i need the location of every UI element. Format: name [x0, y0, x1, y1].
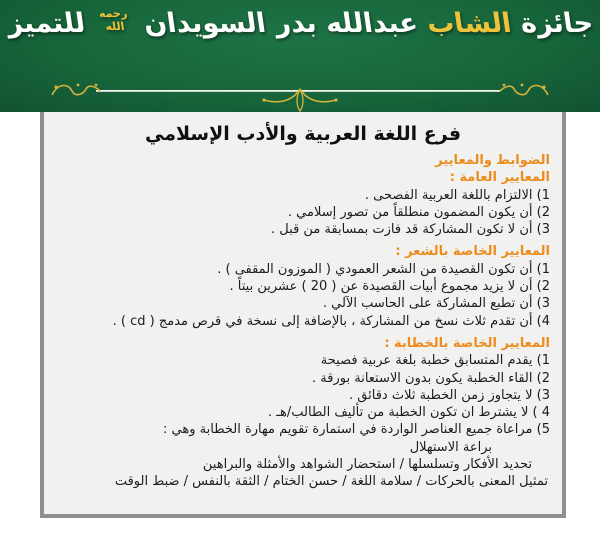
criteria-item: 2) أن لا يزيد مجموع أبيات القصيدة عن ( 20 ) عشرين بيتاً . — [229, 279, 550, 295]
award-title-part-1: جائزة — [518, 8, 596, 39]
criteria-document — [40, 112, 566, 518]
section-heading-general: المعايير العامة : — [449, 170, 550, 186]
criteria-item: 1) الالتزام باللغة العربية الفصحى . — [364, 187, 550, 203]
section-heading-oratory: المعايير الخاصة بالخطابة : — [384, 335, 550, 351]
vine-flourish-left-icon — [50, 79, 102, 105]
intro-heading: الضوابط والمعايير — [435, 153, 550, 168]
criteria-item: 3) لا يتجاوز زمن الخطبة ثلاث دقائق . — [349, 387, 550, 403]
vine-flourish-right-icon — [498, 79, 550, 105]
branch-title: فرع اللغة العربية والأدب الإسلامي — [144, 123, 462, 145]
evaluation-element-line: تحديد الأفكار وتسلسلها / استحضار الشواهد والأمثلة والبراهين — [202, 457, 532, 473]
evaluation-element-line: براعة الاستهلال — [409, 439, 492, 455]
award-title-calligraphy — [0, 8, 600, 39]
criteria-item: 1) أن تكون القصيدة من الشعر العمودي ( الموزون المقفى ) . — [217, 261, 550, 277]
award-banner — [0, 0, 600, 112]
criteria-item: 5) مراعاة جميع العناصر الواردة في استمارة تقويم مهارة الخطابة وهي : — [163, 422, 550, 438]
criteria-item: 2) القاء الخطبة يكون بدون الاستعانة بورقة . — [312, 370, 550, 386]
evaluation-element-line: تمثيل المعنى بالحركات / سلامة اللغة / حسن الختام / الثقة بالنفس / ضبط الوقت — [114, 474, 548, 490]
criteria-item: 4 ) لا يشترط ان تكون الخطبة من تأليف الطالب/هـ . — [267, 405, 550, 421]
award-title-part-2: الشاب — [424, 8, 514, 39]
rahimahu-allah-medallion: رحمه الله — [98, 7, 129, 33]
criteria-body — [44, 150, 562, 491]
criteria-item: 3) أن لا تكون المشاركة قد فازت بمسابقة من قبل . — [271, 222, 550, 238]
award-title-part-5: للتميز — [4, 8, 88, 39]
criteria-item: 4) أن تقدم ثلاث نسخ من المشاركة ، بالإضافة إلى نسخة في قرص مدمج ( cd ) . — [112, 313, 550, 329]
award-title-part-3: عبدالله بدر السويدان — [141, 8, 420, 39]
center-palmette-icon — [258, 87, 342, 113]
criteria-item: 1) يقدم المتسابق خطبة بلغة عربية فصيحة — [320, 353, 550, 369]
criteria-item: 2) أن يكون المضمون منطلقاً من تصور إسلامي . — [287, 204, 550, 220]
section-heading-poetry: المعايير الخاصة بالشعر : — [395, 244, 550, 260]
criteria-item: 3) أن تطبع المشاركة على الحاسب الآلي . — [322, 296, 550, 312]
